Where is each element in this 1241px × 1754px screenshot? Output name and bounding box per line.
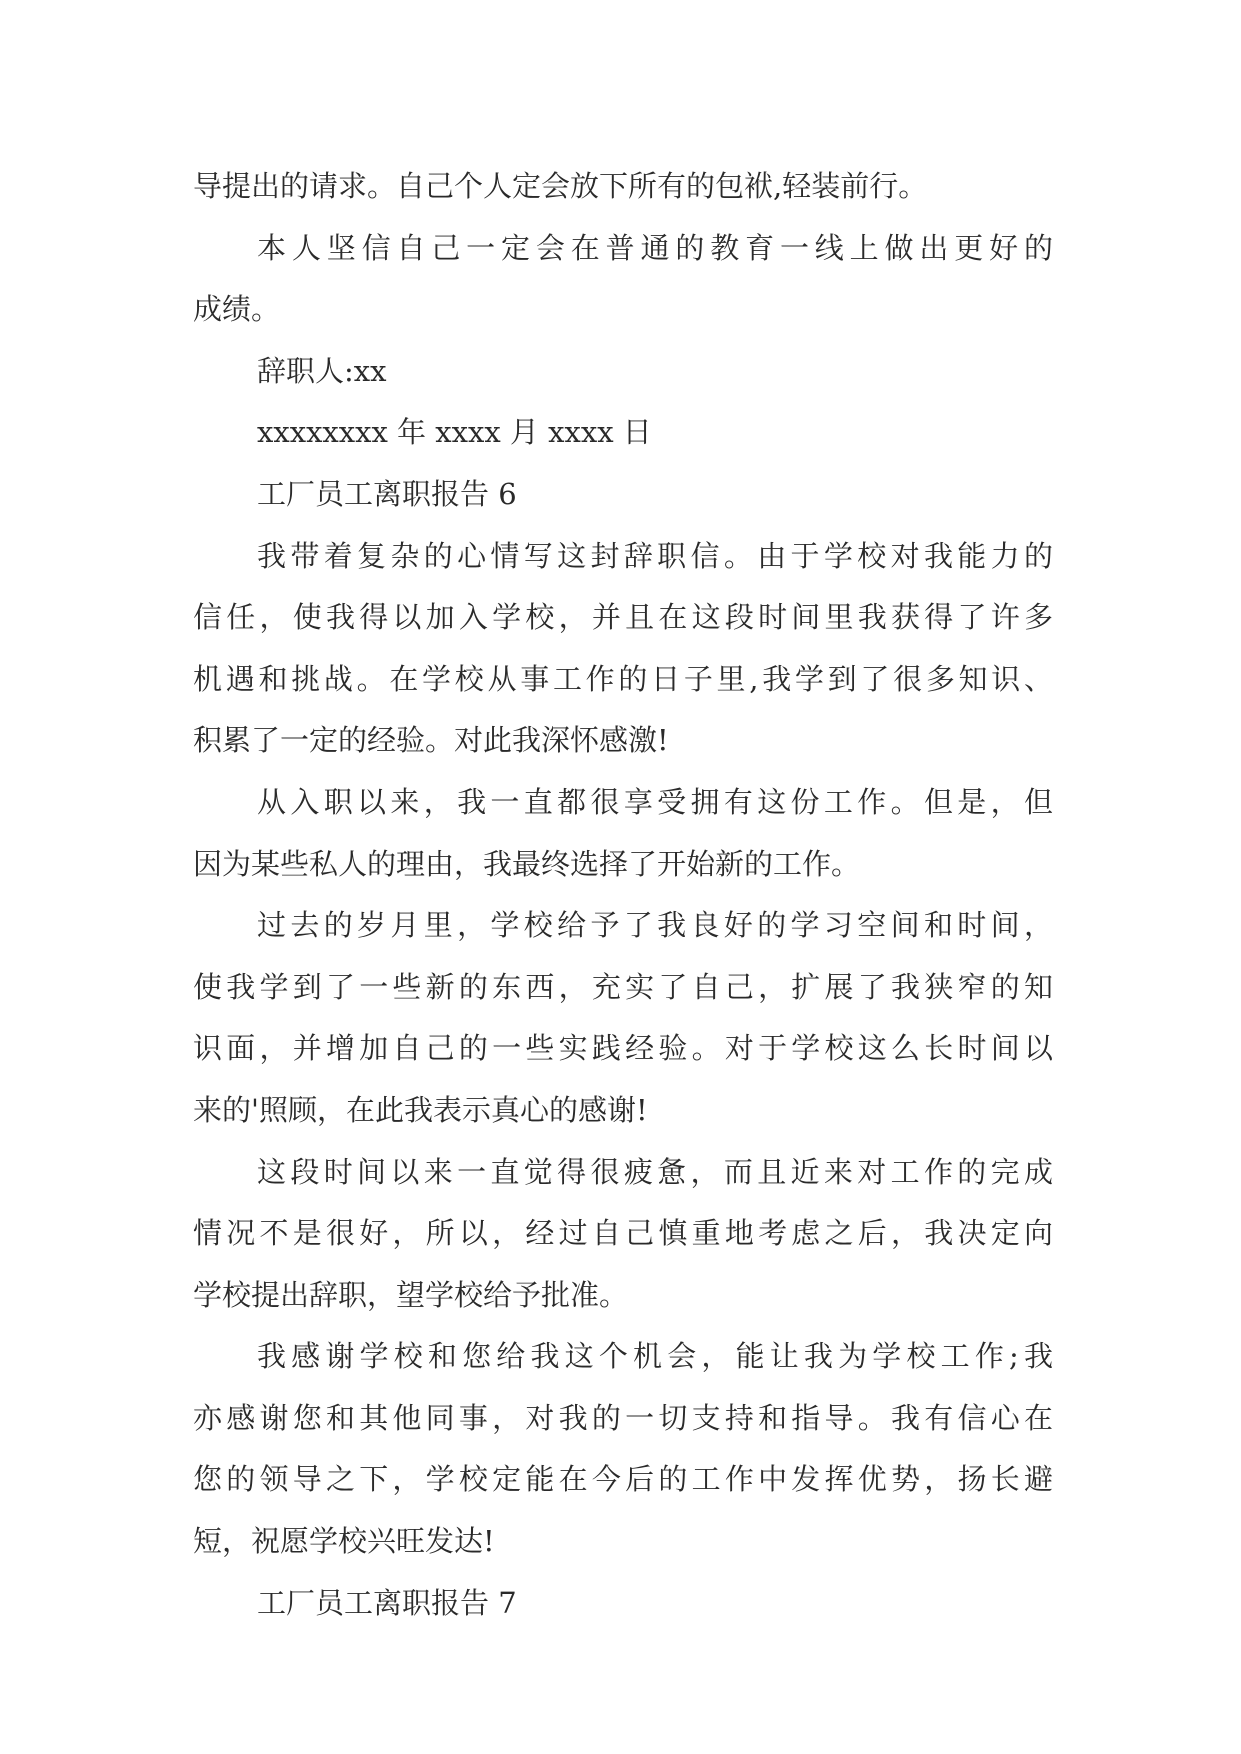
text-line: 积累了一定的经验。对此我深怀感激! [193,723,669,758]
text-line: 因为某些私人的理由，我最终选择了开始新的工作。 [193,846,861,881]
text-line: 我带着复杂的心情写这封辞职信。由于学校对我能力的 [257,538,1053,573]
text-line: 识面，并增加自己的一些实践经验。对于学校这么长时间以 [193,1031,1053,1066]
text-line: 本人坚信自己一定会在普通的教育一线上做出更好的 [257,230,1053,265]
text-line: 使我学到了一些新的东西，充实了自己，扩展了我狭窄的知 [193,969,1053,1004]
text-line: 短，祝愿学校兴旺发达! [193,1524,495,1559]
section-heading: 工厂员工离职报告 7 [257,1585,517,1620]
date-line: xxxxxxxx 年 xxxx 月 xxxx 日 [257,415,652,450]
section-heading: 工厂员工离职报告 6 [257,476,517,511]
text-line: 机遇和挑战。在学校从事工作的日子里,我学到了很多知识、 [193,661,1053,696]
text-line: 这段时间以来一直觉得很疲惫，而且近来对工作的完成 [257,1154,1053,1189]
text-line: 从入职以来，我一直都很享受拥有这份工作。但是，但 [257,784,1053,819]
document-body [193,156,1053,1634]
signature-line: 辞职人:xx [257,353,387,388]
text-line: 过去的岁月里，学校给予了我良好的学习空间和时间， [257,908,1053,943]
text-line: 成绩。 [193,292,281,327]
text-line: 信任，使我得以加入学校，并且在这段时间里我获得了许多 [193,600,1053,635]
text-line: 您的领导之下，学校定能在今后的工作中发挥优势，扬长避 [193,1462,1053,1497]
text-line: 情况不是很好，所以，经过自己慎重地考虑之后，我决定向 [193,1216,1053,1251]
text-line: 来的'照顾，在此我表示真心的感谢! [193,1092,648,1127]
text-line: 学校提出辞职，望学校给予批准。 [193,1277,629,1312]
text-line: 我感谢学校和您给我这个机会，能让我为学校工作;我 [257,1339,1053,1374]
text-line: 亦感谢您和其他同事，对我的一切支持和指导。我有信心在 [193,1400,1053,1435]
text-line: 导提出的请求。自己个人定会放下所有的包袱,轻装前行。 [193,169,928,203]
